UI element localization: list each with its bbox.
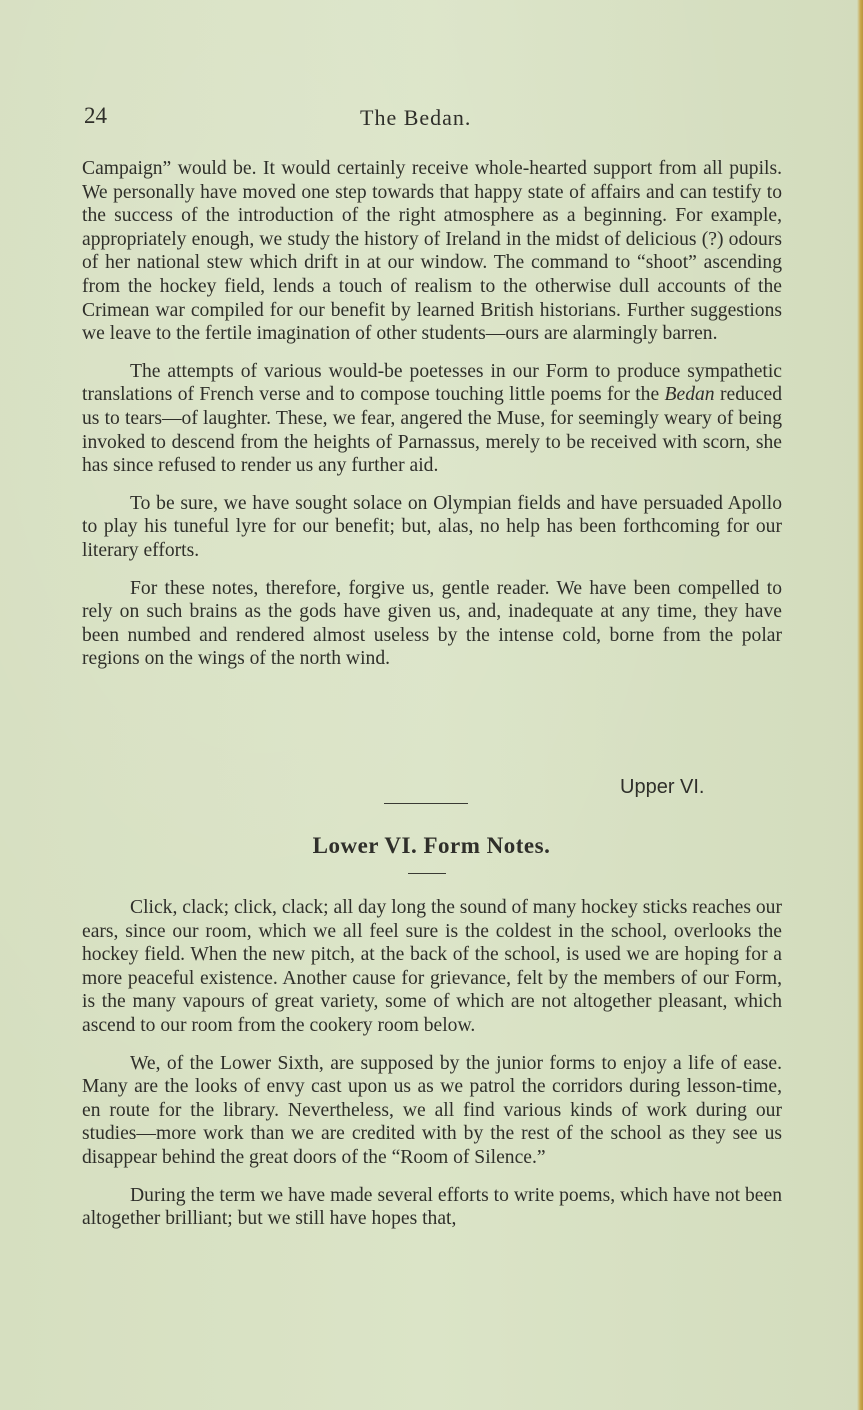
paragraph-text: reduced us to tears—of laughter. These, we fear, angered the Muse, for seemingly weary of being invoked to descend from the heights of Parnassus, merely to be received with scorn, she has since refused to render us any further aid.	[82, 384, 782, 477]
paragraph: For these notes, therefore, forgive us, gentle reader. We have been compelled to rely on such brains as the gods have given us, and, inadequate at any time, they have been numbed and rendered almost useless by the intense cold, borne from the polar regions on the wings of the north wind.	[82, 577, 782, 670]
paragraph: During the term we have made several efforts to write poems, which have not been altogether brilliant; but we still have hopes that,	[82, 1184, 782, 1230]
page-number: 24	[84, 103, 107, 128]
divider	[384, 803, 468, 804]
section-title: Lower VI. Form Notes.	[312, 833, 551, 858]
page-edge	[857, 0, 863, 1410]
lower-vi-notes	[82, 896, 782, 1245]
upper-vi-notes	[82, 157, 782, 685]
paragraph-text: The attempts of various would-be poetesses in our Form to produce sympathetic translations of French verse and to compose touching little poems for the	[82, 360, 782, 406]
paragraph: We, of the Lower Sixth, are supposed by the junior forms to enjoy a life of ease. Many are the looks of envy cast upon us as we patrol the corridors during lesson-time, en route for the library. Nevertheless, we all find various kinds of work during our studies—more work than we are credited with by the rest of the school as they see us disappear behind the great doors of the “Room of Silence.”	[82, 1052, 782, 1168]
magazine-title: Bedan	[664, 384, 715, 406]
signature: Upper VI.	[620, 776, 705, 798]
paragraph: Campaign” would be. It would certainly receive whole-hearted support from all pupils. We personally have moved one step towards that happy state of affairs and can testify to the success of the introduction of the right atmosphere as a beginning. For example, appropriately enough, we study the history of Ireland in the midst of delicious (?) odours of her national stew which drift in at our window. The command to “shoot” ascending from the hockey field, lends a touch of realism to the otherwise dull accounts of the Crimean war compiled for our benefit by learned British historians. Further suggestions we leave to the fertile imagination of other students—ours are alarmingly barren.	[82, 158, 782, 345]
paragraph: Click, clack; click, clack; all day long the sound of many hockey sticks reaches our ears, since our room, which we all feel sure is the coldest in the school, overlooks the hockey field. When the new pitch, at the back of the school, is used we are hoping for a more peaceful existence. Another cause for grievance, felt by the members of our Form, is the many vapours of great variety, some of which are not altogether pleasant, which ascend to our room from the cookery room below.	[82, 897, 782, 1036]
running-title: The Bedan.	[360, 105, 472, 130]
paragraph: To be sure, we have sought solace on Olympian fields and have persuaded Apollo to play his tuneful lyre for our benefit; but, alas, no help has been forthcoming for our literary efforts.	[82, 492, 782, 561]
paragraph	[82, 360, 782, 478]
page-header	[80, 103, 783, 133]
divider	[408, 873, 446, 874]
